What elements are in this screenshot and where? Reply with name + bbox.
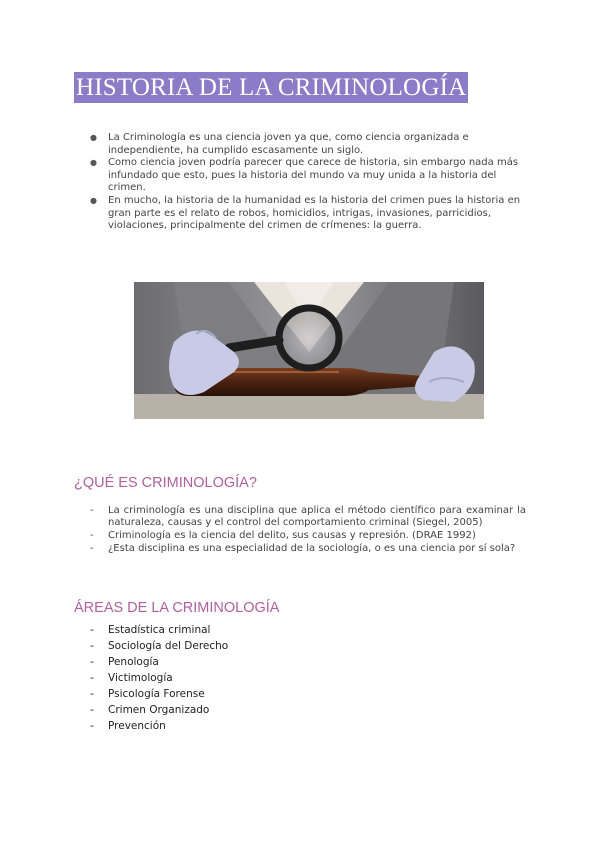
area-item: - Estadística criminal xyxy=(90,622,390,638)
area-item: - Sociología del Derecho xyxy=(90,638,390,654)
intro-bullet-item: ● La Criminología es una ciencia joven ya que, como ciencia organizada e independiente, ha cumplido escasamente un siglo. xyxy=(90,132,530,157)
definition-item: - ¿Esta disciplina es una especialidad de la sociología, o es una ciencia por sí sola? xyxy=(90,543,526,555)
area-item: - Psicología Forense xyxy=(90,686,390,702)
definition-item: - La criminología es una disciplina que aplica el método científico para examinar la naturaleza, causas y el control del comportamiento criminal (Siegel, 2005) xyxy=(90,505,526,529)
page-title: HISTORIA DE LA CRIMINOLOGÍA xyxy=(76,74,467,101)
area-item: - Crimen Organizado xyxy=(90,702,390,718)
areas-list xyxy=(90,622,390,734)
intro-bullet-item: ● Como ciencia joven podría parecer que carece de historia, sin embargo nada más infundado que esto, pues la historia del mundo va muy unida a la historia del crimen. xyxy=(90,157,530,195)
definitions-list xyxy=(90,505,526,556)
area-item: - Victimología xyxy=(90,670,390,686)
page-title-block xyxy=(74,72,468,103)
areas-heading: ÁREAS DE LA CRIMINOLOGÍA xyxy=(74,600,280,616)
intro-bullet-list xyxy=(90,132,530,233)
definition-item: - Criminología es la ciencia del delito, sus causas y represión. (DRAE 1992) xyxy=(90,530,526,542)
criminology-photo xyxy=(134,282,484,419)
area-item: - Prevención xyxy=(90,718,390,734)
intro-bullet-item: ● En mucho, la historia de la humanidad es la historia del crimen pues la historia en gran parte es el relato de robos, homicidios, intrigas, invasiones, parricidios, violaciones, principalmente del crimen de crímenes: la guerra. xyxy=(90,195,530,233)
que-es-heading: ¿QUÉ ES CRIMINOLOGÍA? xyxy=(74,475,257,491)
area-item: - Penología xyxy=(90,654,390,670)
